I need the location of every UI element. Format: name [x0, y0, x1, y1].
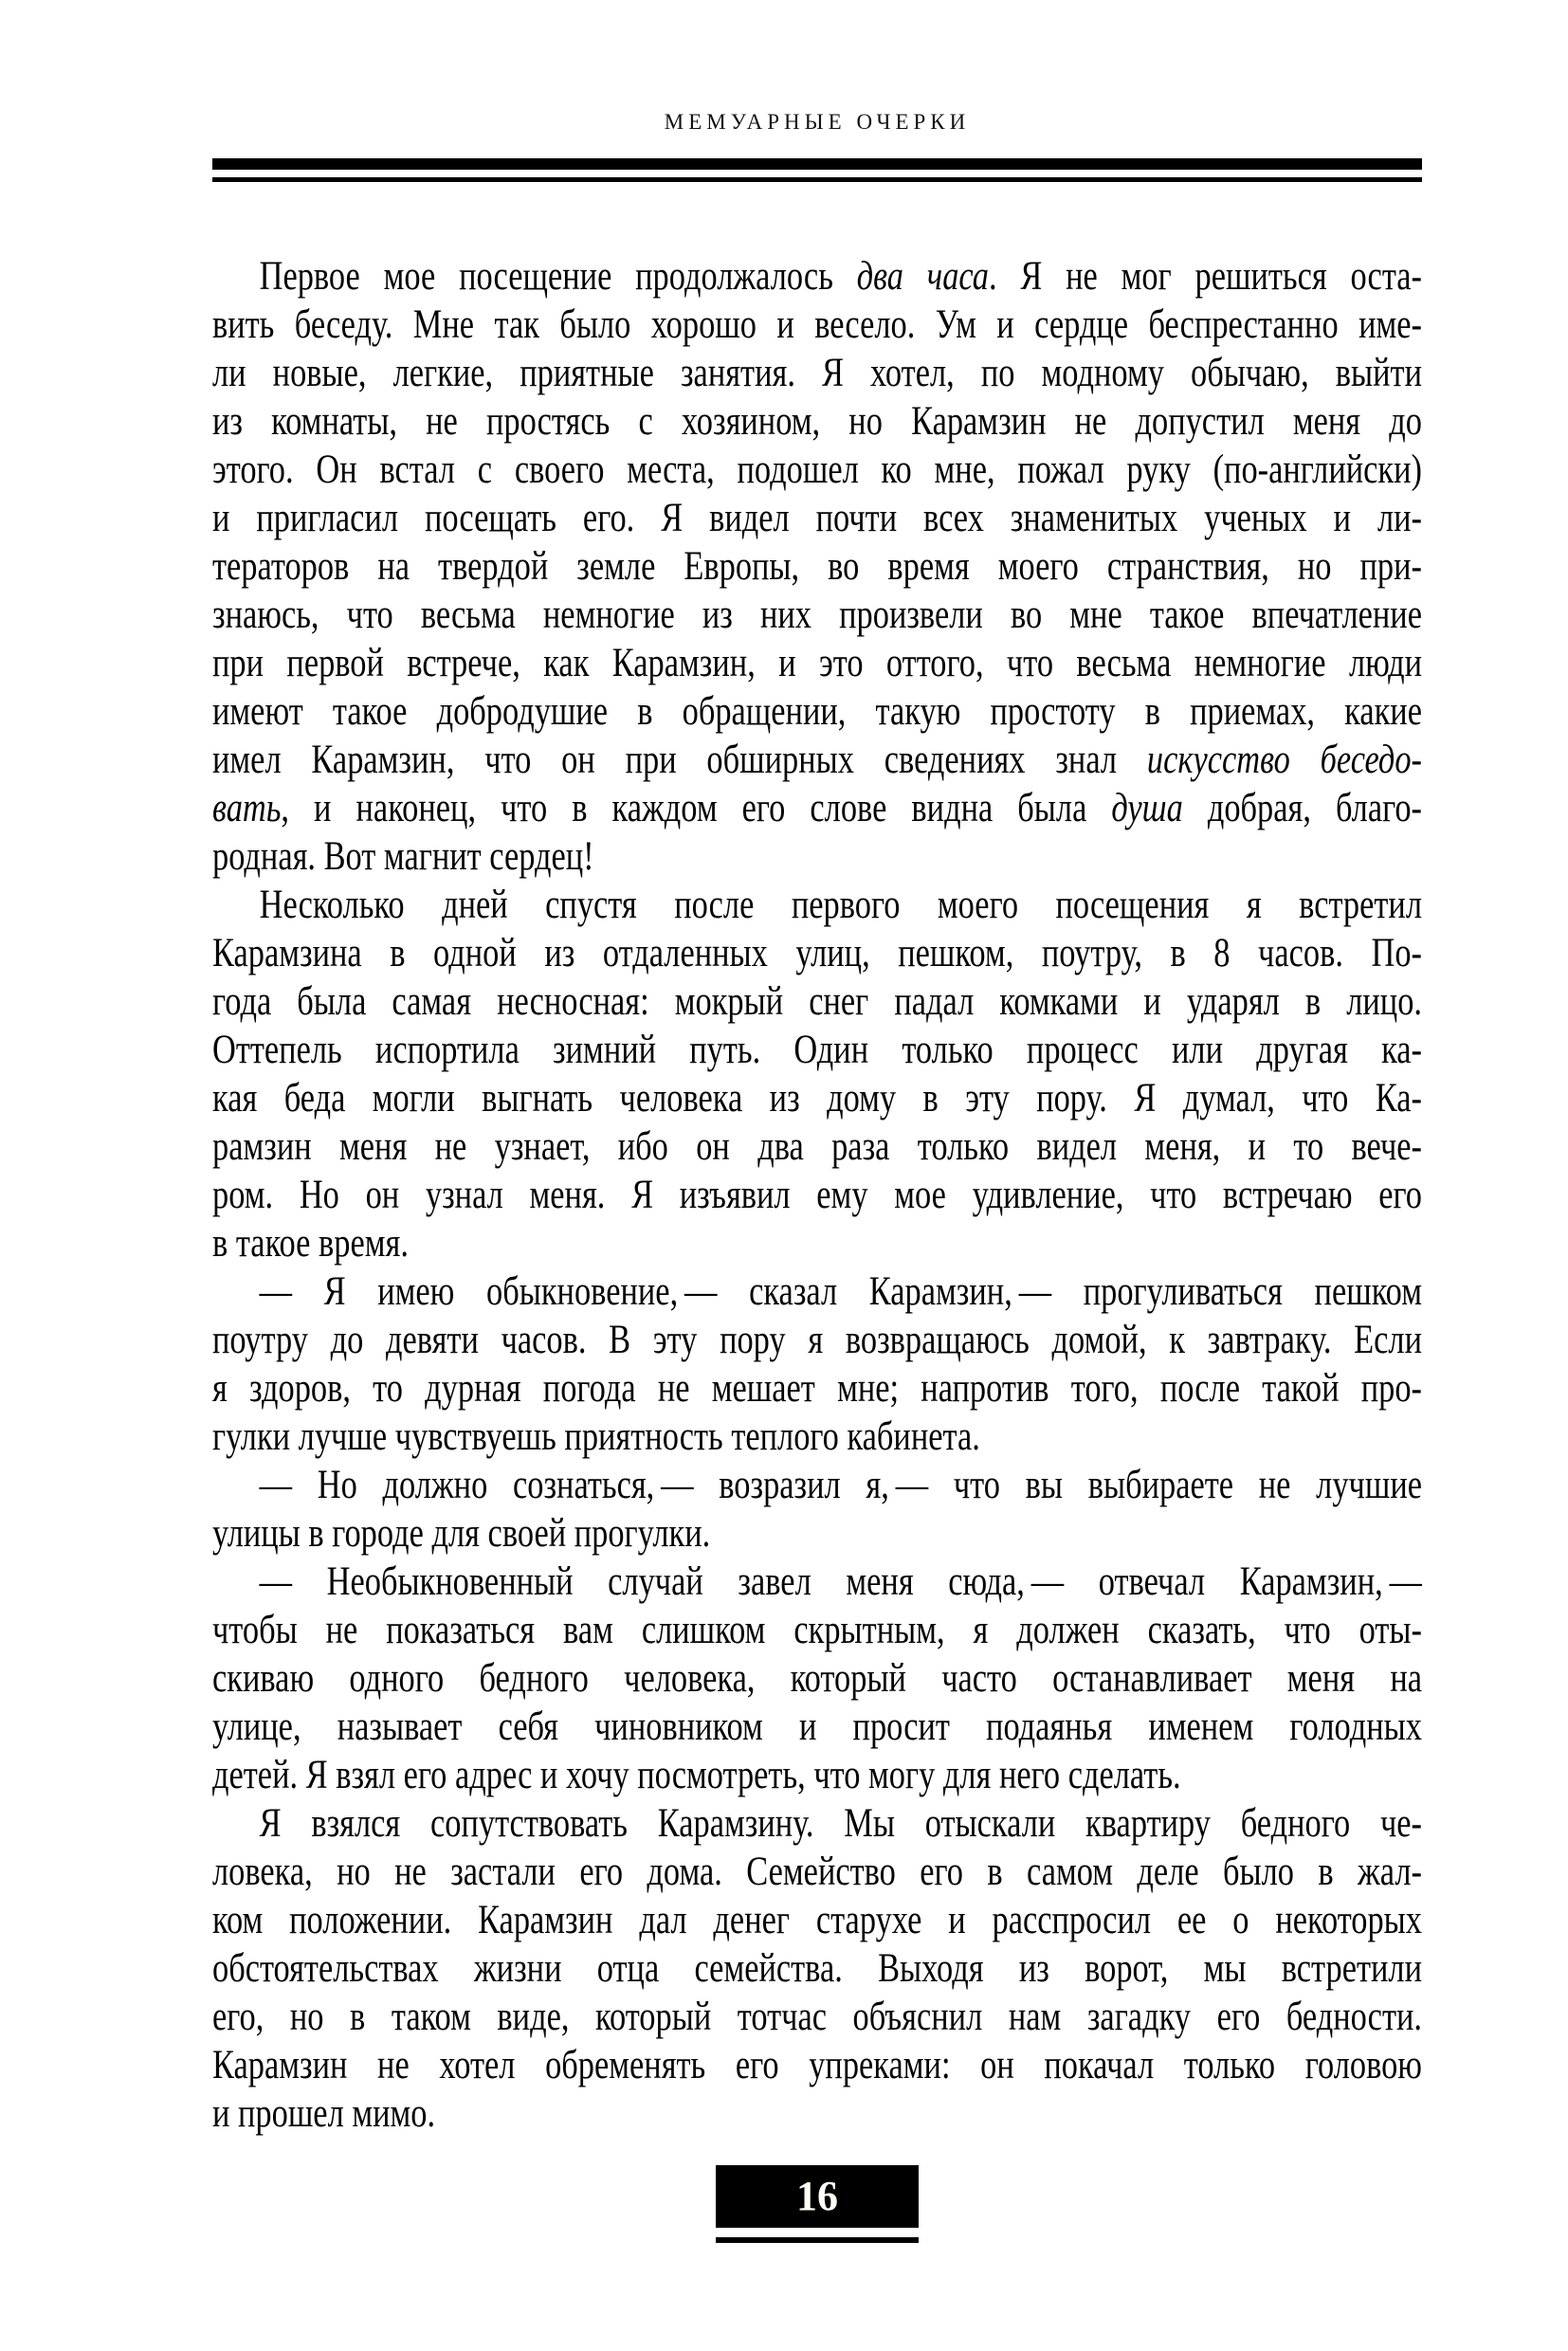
text-line: [212, 1316, 1422, 1364]
text-segment: — Необыкновенный случай завел меня сюда, — отвечал Карамзин, —: [259, 1559, 1422, 1604]
text-segment: детей. Я взял его адрес и хочу посмотреть, что могу для него сделать.: [212, 1753, 1181, 1797]
text-segment: Карамзина в одной из отдаленных улиц, пешком, поутру, в 8 часов. По-: [212, 931, 1422, 975]
text-segment: и прошел мимо.: [212, 2091, 436, 2136]
footer-rule: [716, 2237, 919, 2243]
text-line: [212, 977, 1422, 1026]
text-line: [212, 1944, 1422, 1993]
text-line: [212, 1171, 1422, 1219]
text-line: [212, 639, 1422, 687]
text-line: [212, 1122, 1422, 1171]
text-segment: родная. Вот магнит сердец!: [212, 834, 594, 879]
text-segment: ловека, но не застали его дома. Семейство его в самом деле было в жал-: [212, 1850, 1422, 1894]
header-rule-thin: [212, 177, 1422, 182]
text-segment: года была самая несносная: мокрый снег падал комками и ударял в лицо.: [212, 979, 1422, 1024]
text-line: [212, 1703, 1422, 1751]
text-line: [212, 2041, 1422, 2089]
text-line: [212, 1267, 1422, 1316]
page-number: 16: [796, 2173, 838, 2219]
text-line: [212, 1606, 1422, 1654]
text-segment: его, но в таком виде, который тотчас объяснил нам загадку его бедности.: [212, 1995, 1422, 2039]
italic-text-segment: вать: [212, 786, 282, 830]
text-segment: поутру до девяти часов. В эту пору я возвращаюсь домой, к завтраку. Если: [212, 1318, 1422, 1362]
text-segment: из комнаты, не простясь с хозяином, но Карамзин не допустил меня до: [212, 399, 1422, 444]
text-segment: ром. Но он узнал меня. Я изъявил ему мое удивление, что встречаю его: [212, 1173, 1422, 1217]
italic-text-segment: два часа: [856, 254, 989, 299]
italic-text-segment: душа: [1111, 786, 1183, 830]
text-line: [212, 784, 1422, 832]
text-segment: добрая, благо-: [1182, 786, 1422, 830]
text-line: [212, 1654, 1422, 1703]
text-line: [212, 542, 1422, 591]
text-segment: чтобы не показаться вам слишком скрытным, я должен сказать, что оты-: [212, 1608, 1422, 1652]
text-segment: Карамзин не хотел обременять его упреками: он покачал только головою: [212, 2043, 1422, 2087]
text-segment: имеют такое добродушие в обращении, такую простоту в приемах, какие: [212, 689, 1422, 734]
text-line: [212, 832, 1422, 881]
text-line: [212, 1558, 1422, 1606]
text-segment: знаюсь, что весьма немногие из них произвели во мне такое впечатление: [212, 592, 1422, 637]
text-segment: Оттепель испортила зимний путь. Один только процесс или другая ка-: [212, 1028, 1422, 1072]
text-line: [212, 1412, 1422, 1461]
running-header-title: МЕМУАРНЫЕ ОЧЕРКИ: [664, 110, 971, 134]
text-segment: в такое время.: [212, 1221, 409, 1266]
text-line: [212, 1751, 1422, 1799]
text-line: [212, 929, 1422, 977]
text-line: [212, 1509, 1422, 1558]
text-segment: тераторов на твердой земле Европы, во время моего странствия, но при-: [212, 544, 1422, 589]
text-line: [212, 252, 1422, 301]
text-segment: при первой встрече, как Карамзин, и это оттого, что весьма немногие люди: [212, 641, 1422, 685]
italic-text-segment: искусство беседо-: [1146, 738, 1422, 782]
text-line: [212, 1896, 1422, 1944]
text-line: [212, 1219, 1422, 1267]
text-line: [212, 881, 1422, 929]
text-line: [212, 397, 1422, 446]
text-line: [212, 687, 1422, 736]
text-segment: улице, называет себя чиновником и просит подаянья именем голодных: [212, 1704, 1422, 1749]
text-segment: улицы в городе для своей прогулки.: [212, 1511, 711, 1556]
text-segment: скиваю одного бедного человека, который часто останавливает меня на: [212, 1656, 1422, 1701]
text-line: [212, 446, 1422, 494]
text-line: [212, 1074, 1422, 1122]
text-line: [212, 1364, 1422, 1412]
text-segment: и пригласил посещать его. Я видел почти всех знаменитых ученых и ли-: [212, 496, 1422, 540]
text-segment: имел Карамзин, что он при обширных сведениях знал: [212, 738, 1147, 782]
text-line: [212, 494, 1422, 542]
text-line: [212, 1848, 1422, 1896]
text-line: [212, 2089, 1422, 2138]
text-line: [212, 1993, 1422, 2041]
text-segment: ли новые, легкие, приятные занятия. Я хотел, по модному обычаю, выйти: [212, 351, 1422, 395]
text-segment: , и наконец, что в каждом его слове видна была: [281, 786, 1112, 830]
page-number-box: [716, 2165, 919, 2228]
text-line: [212, 1799, 1422, 1848]
text-segment: Я взялся сопутствовать Карамзину. Мы отыскали квартиру бедного че-: [259, 1801, 1422, 1846]
header-rule-thick: [212, 158, 1422, 170]
text-line: [212, 1461, 1422, 1509]
text-segment: гулки лучше чувствуешь приятность теплого кабинета.: [212, 1414, 980, 1459]
text-segment: этого. Он встал с своего места, подошел ко мне, пожал руку (по-английски): [212, 447, 1422, 492]
text-segment: . Я не мог решиться оста-: [989, 254, 1422, 299]
text-block: [212, 252, 1422, 2138]
text-segment: Несколько дней спустя после первого моего посещения я встретил: [259, 883, 1422, 927]
text-line: [212, 736, 1422, 784]
text-segment: — Но должно сознаться, — возразил я, — что вы выбираете не лучшие: [259, 1463, 1422, 1507]
text-segment: — Я имею обыкновение, — сказал Карамзин, — прогуливаться пешком: [259, 1269, 1422, 1314]
text-segment: я здоров, то дурная погода не мешает мне; напротив того, после такой про-: [212, 1366, 1422, 1411]
text-line: [212, 1026, 1422, 1074]
text-segment: рамзин меня не узнает, ибо он два раза только видел меня, и то вече-: [212, 1124, 1422, 1169]
text-segment: вить беседу. Мне так было хорошо и весело. Ум и сердце беспрестанно име-: [212, 302, 1422, 347]
text-line: [212, 301, 1422, 349]
text-line: [212, 591, 1422, 639]
text-segment: Первое мое посещение продолжалось: [259, 254, 857, 299]
text-segment: кая беда могли выгнать человека из дому в эту пору. Я думал, что Ка-: [212, 1076, 1422, 1121]
text-segment: обстоятельствах жизни отца семейства. Выходя из ворот, мы встретили: [212, 1946, 1422, 1991]
text-line: [212, 349, 1422, 397]
text-segment: ком положении. Карамзин дал денег старухе и расспросил ее о некоторых: [212, 1898, 1422, 1942]
